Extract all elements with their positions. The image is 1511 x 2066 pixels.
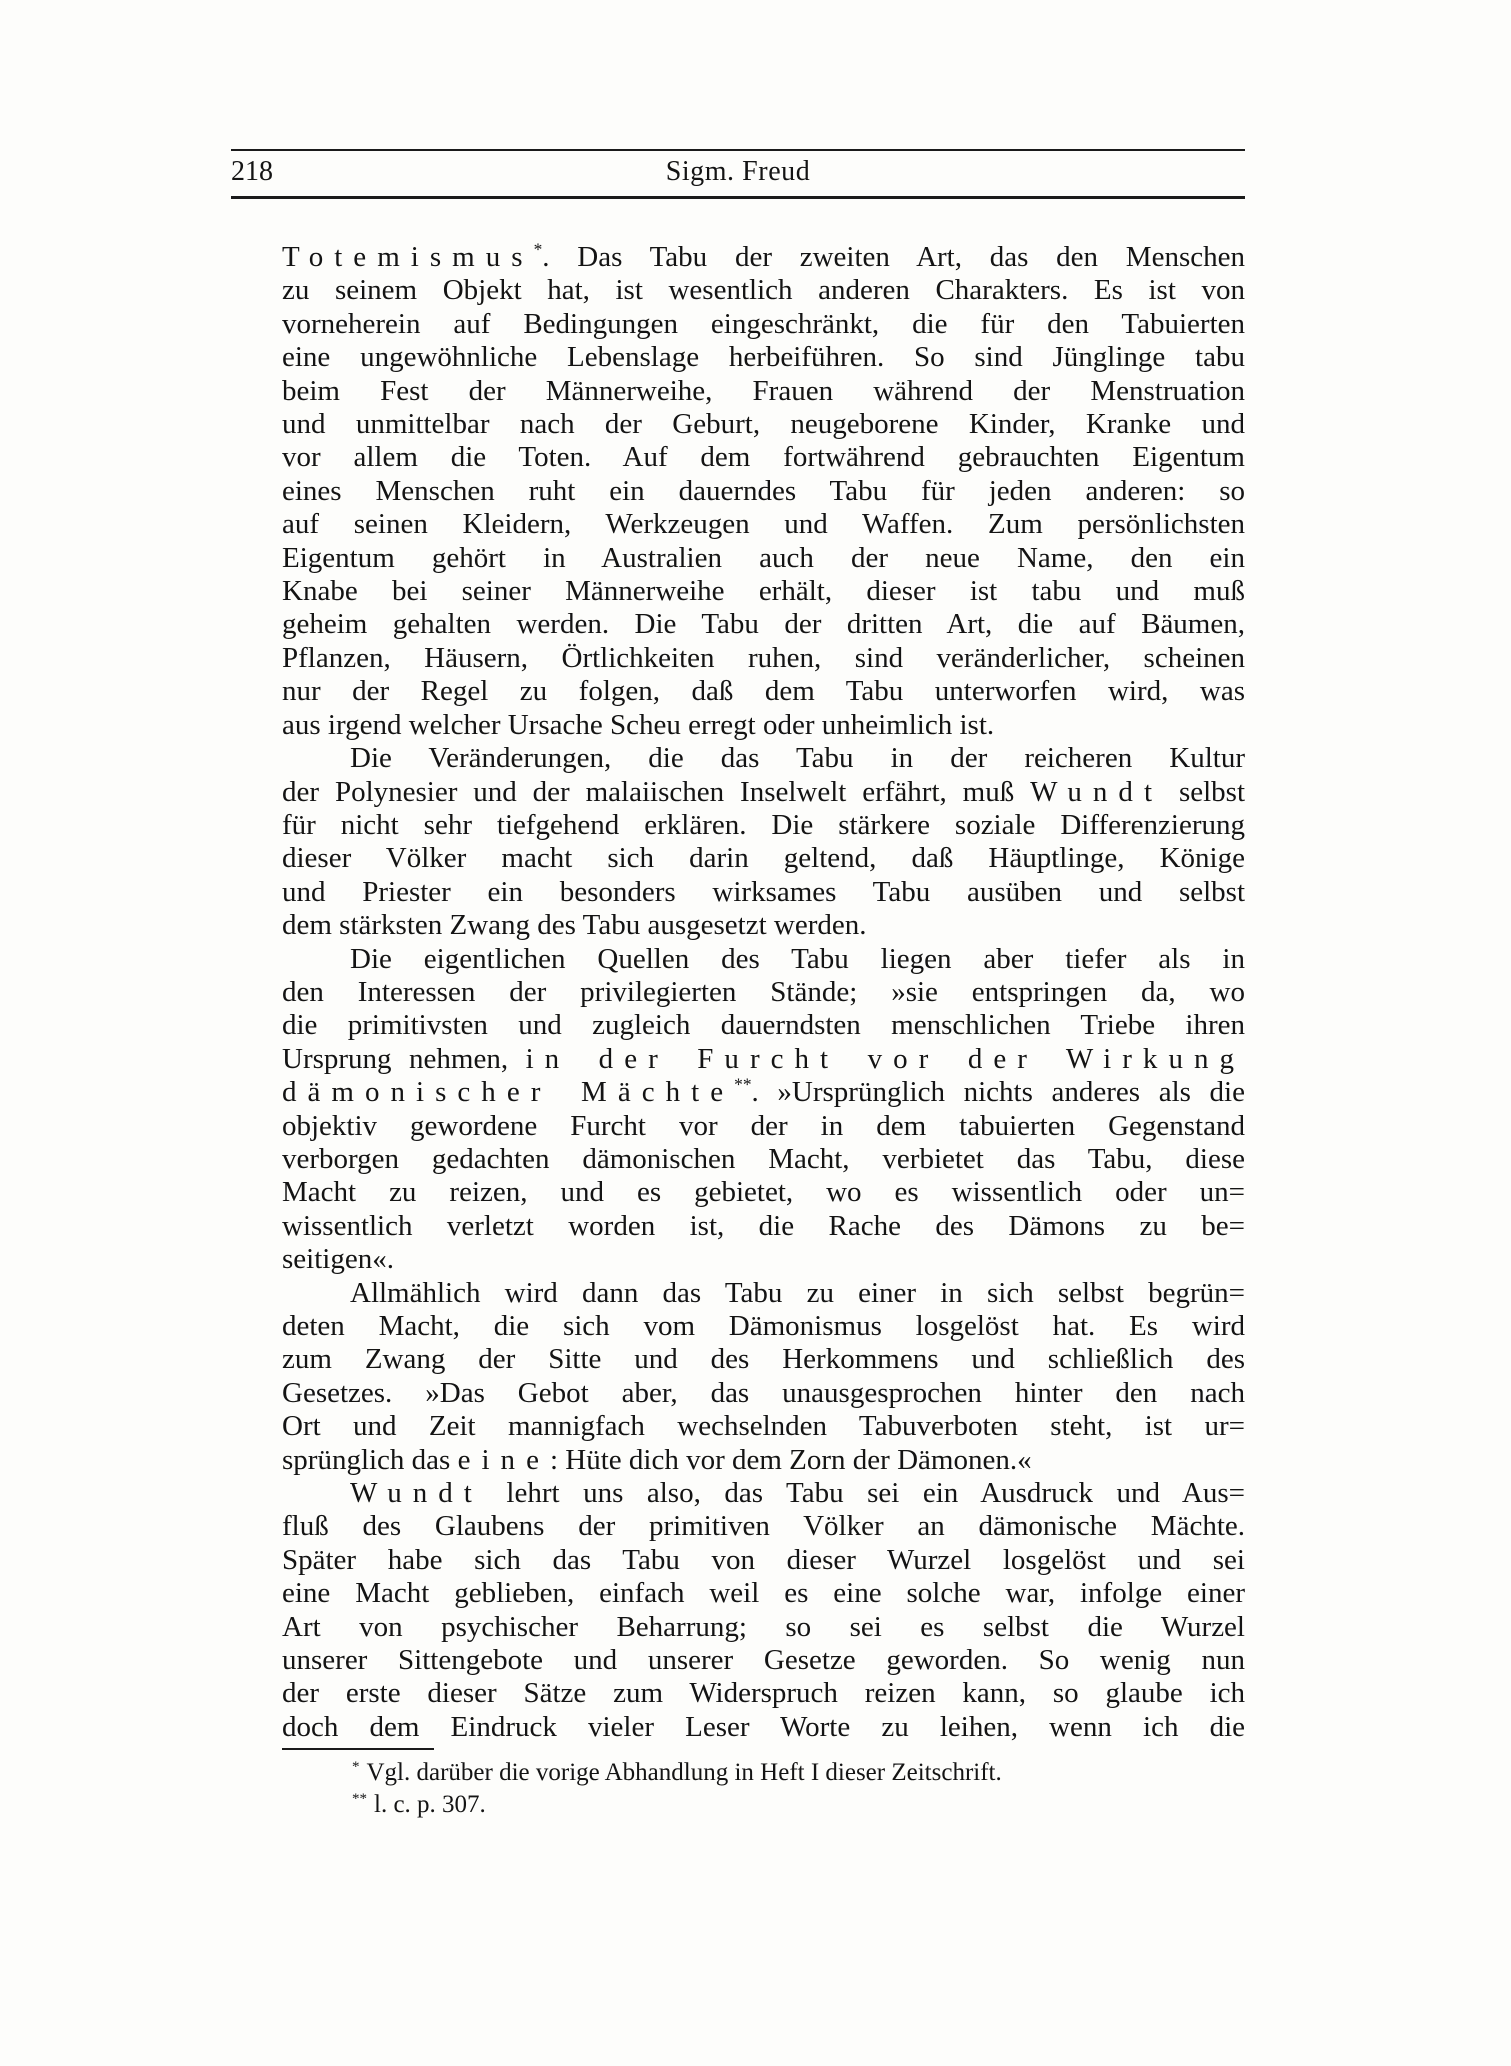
text-line [282,608,1245,641]
text-line [282,575,1245,608]
text-segment: vorneherein auf Bedingungen eingeschränkt, die für den Tabuierten [282,307,1245,340]
text-segment: für nicht sehr tiefgehend erklären. Die stärkere soziale Differenzierung [282,808,1245,841]
text-segment: Macht zu reizen, und es gebietet, wo es wissentlich oder un= [282,1176,1245,1209]
text-segment: seitigen«. [282,1243,394,1276]
paragraph [282,1277,1245,1477]
text-line [282,1644,1245,1677]
text-line [282,475,1245,508]
text-segment: Knabe bei seiner Männerweihe erhält, dieser ist tabu und muß [282,575,1245,608]
text-line [282,675,1245,708]
spaced-emphasis-text: Wundt [350,1477,483,1510]
text-line [282,1210,1245,1243]
text-segment: deten Macht, die sich vom Dämonismus losgelöst hat. Es wird [282,1310,1245,1342]
text-line [282,441,1245,474]
footnote-text: Vgl. darüber die vorige Abhandlung in Heft I dieser Zeitschrift. [366,1759,1002,1786]
text-line [282,642,1245,675]
text-segment: Art von psychischer Beharrung; so sei es selbst die Wurzel [282,1610,1245,1643]
spaced-emphasis-text: eine [457,1443,550,1476]
text-segment: Pflanzen, Häusern, Örtlichkeiten ruhen, sind veränderlicher, scheinen [282,641,1245,674]
footnote-marker-ref: * [533,239,543,260]
text-segment: eine Macht geblieben, einfach weil es eine solche war, infolge einer [282,1577,1245,1610]
text-line [282,1577,1245,1610]
paragraph [282,241,1245,742]
text-line [282,876,1245,909]
text-line [282,1711,1245,1744]
header-rule-top [231,149,1245,151]
text-segment: Die Veränderungen, die das Tabu in der reicheren Kultur [350,742,1245,775]
text-line [282,943,1245,976]
text-segment: Allmählich wird dann das Tabu zu einer in sich selbst begrün= [350,1276,1245,1309]
paragraph [282,943,1245,1277]
text-line [282,1076,1245,1109]
text-segment: unserer Sittengebote und unserer Gesetze geworden. So wenig nun [282,1644,1245,1677]
footnote-marker-ref: ** [734,1074,752,1095]
text-segment: wissentlich verletzt worden ist, die Rache des Dämons zu be= [282,1209,1245,1242]
paragraph [282,1477,1245,1744]
text-line [282,1444,1245,1477]
text-line [282,1510,1245,1543]
text-segment: und unmittelbar nach der Geburt, neugeborene Kinder, Kranke und [282,408,1245,441]
text-segment: Gesetzes. »Das Gebot aber, das unausgesprochen hinter den nach [282,1376,1245,1409]
text-segment: lehrt uns also, das Tabu sei ein Ausdruck und Aus= [482,1477,1245,1510]
text-line [282,1611,1245,1644]
text-line [282,1410,1245,1443]
text-line [282,842,1245,875]
text-segment: der erste dieser Sätze zum Widerspruch reizen kann, so glaube ich [282,1677,1245,1710]
page-number: 218 [231,156,273,187]
text-segment: die primitivsten und zugleich dauerndsten menschlichen Triebe ihren [282,1009,1245,1042]
text-segment: dem stärksten Zwang des Tabu ausgesetzt werden. [282,909,867,942]
footnote-separator [282,1748,434,1750]
footnote-text: l. c. p. 307. [374,1791,486,1818]
text-segment: selbst [1163,775,1245,808]
footnote-marker: ** [352,1790,367,1807]
text-line [282,1477,1245,1510]
footnotes [282,1757,1245,1821]
text-segment: doch dem Eindruck vieler Leser Worte zu leihen, wenn ich die [282,1710,1245,1743]
header-rule-bottom [231,196,1245,199]
text-line [282,408,1245,441]
text-line [282,1143,1245,1176]
text-segment: . »Ursprünglich nichts anderes als die [751,1076,1245,1109]
text-segment: fluß des Glaubens der primitiven Völker an dämonische Mächte. [282,1510,1245,1543]
text-line [282,1043,1245,1076]
text-line [282,909,1245,942]
spaced-emphasis-text: dämonischer Mächte [282,1076,735,1109]
text-line [282,1243,1245,1276]
text-segment: aus irgend welcher Ursache Scheu erregt oder unheimlich ist. [282,708,995,741]
text-line [282,709,1245,742]
text-segment: verborgen gedachten dämonischen Macht, verbietet das Tabu, diese [282,1142,1245,1175]
text-segment: zum Zwang der Sitte und des Herkommens und schließlich des [282,1343,1245,1376]
text-segment: : Hüte dich vor dem Zorn der Dämonen.« [549,1443,1032,1476]
text-segment: auf seinen Kleidern, Werkzeugen und Waffen. Zum persönlichsten [282,508,1245,541]
text-segment: und Priester ein besonders wirksames Tabu ausüben und selbst [282,875,1245,908]
text-segment: Ursprung nehmen, [282,1042,526,1075]
text-line [282,976,1245,1009]
spaced-emphasis-text: Totemismus [282,241,534,273]
text-line [282,241,1245,274]
text-line [282,508,1245,541]
text-line [282,274,1245,307]
text-segment: Eigentum gehört in Australien auch der neue Name, den ein [282,541,1245,574]
text-line [282,375,1245,408]
text-line [282,1544,1245,1577]
text-line [282,542,1245,575]
text-line [282,776,1245,809]
footnote-marker: * [352,1758,360,1775]
text-segment: . Das Tabu der zweiten Art, das den Menschen [542,241,1245,273]
text-segment: Ort und Zeit mannigfach wechselnden Tabuverboten steht, ist ur= [282,1410,1245,1443]
text-line [282,1310,1245,1343]
text-segment: geheim gehalten werden. Die Tabu der dritten Art, die auf Bäumen, [282,608,1245,641]
text-line [282,1377,1245,1410]
text-line [282,1677,1245,1710]
text-segment: Später habe sich das Tabu von dieser Wurzel losgelöst und sei [282,1543,1245,1576]
text-segment: dieser Völker macht sich darin geltend, daß Häuptlinge, Könige [282,842,1245,875]
text-segment: Die eigentlichen Quellen des Tabu liegen aber tiefer als in [350,942,1245,975]
text-line [282,308,1245,341]
paragraph [282,742,1245,942]
text-line [282,1009,1245,1042]
text-segment: objektiv gewordene Furcht vor der in dem tabuierten Gegenstand [282,1109,1245,1142]
text-line [282,341,1245,374]
spaced-emphasis-text: Wundt [1030,775,1164,808]
text-segment: eines Menschen ruht ein dauerndes Tabu für jeden anderen: so [282,474,1245,507]
text-line [282,1343,1245,1376]
spaced-emphasis-text: in der Furcht vor der Wirkung [525,1042,1246,1075]
text-segment: zu seinem Objekt hat, ist wesentlich anderen Charakters. Es ist von [282,274,1245,307]
text-line [282,742,1245,775]
footnote [282,1757,1245,1789]
page-body-text [282,241,1245,1744]
text-line [282,1110,1245,1143]
text-segment: nur der Regel zu folgen, daß dem Tabu unterworfen wird, was [282,675,1245,708]
text-segment: vor allem die Toten. Auf dem fortwährend gebrauchten Eigentum [282,441,1245,474]
text-line [282,1277,1245,1310]
footnote [282,1789,1245,1821]
text-segment: beim Fest der Männerweihe, Frauen während der Menstruation [282,374,1245,407]
running-header: Sigm. Freud [665,156,811,187]
text-segment: den Interessen der privilegierten Stände; »sie entspringen da, wo [282,975,1245,1008]
text-segment: sprünglich das [282,1443,458,1476]
text-segment: der Polynesier und der malaiischen Inselwelt erfährt, muß [282,775,1031,808]
text-segment: eine ungewöhnliche Lebenslage herbeiführen. So sind Jünglinge tabu [282,341,1245,374]
text-line [282,1176,1245,1209]
text-line [282,809,1245,842]
